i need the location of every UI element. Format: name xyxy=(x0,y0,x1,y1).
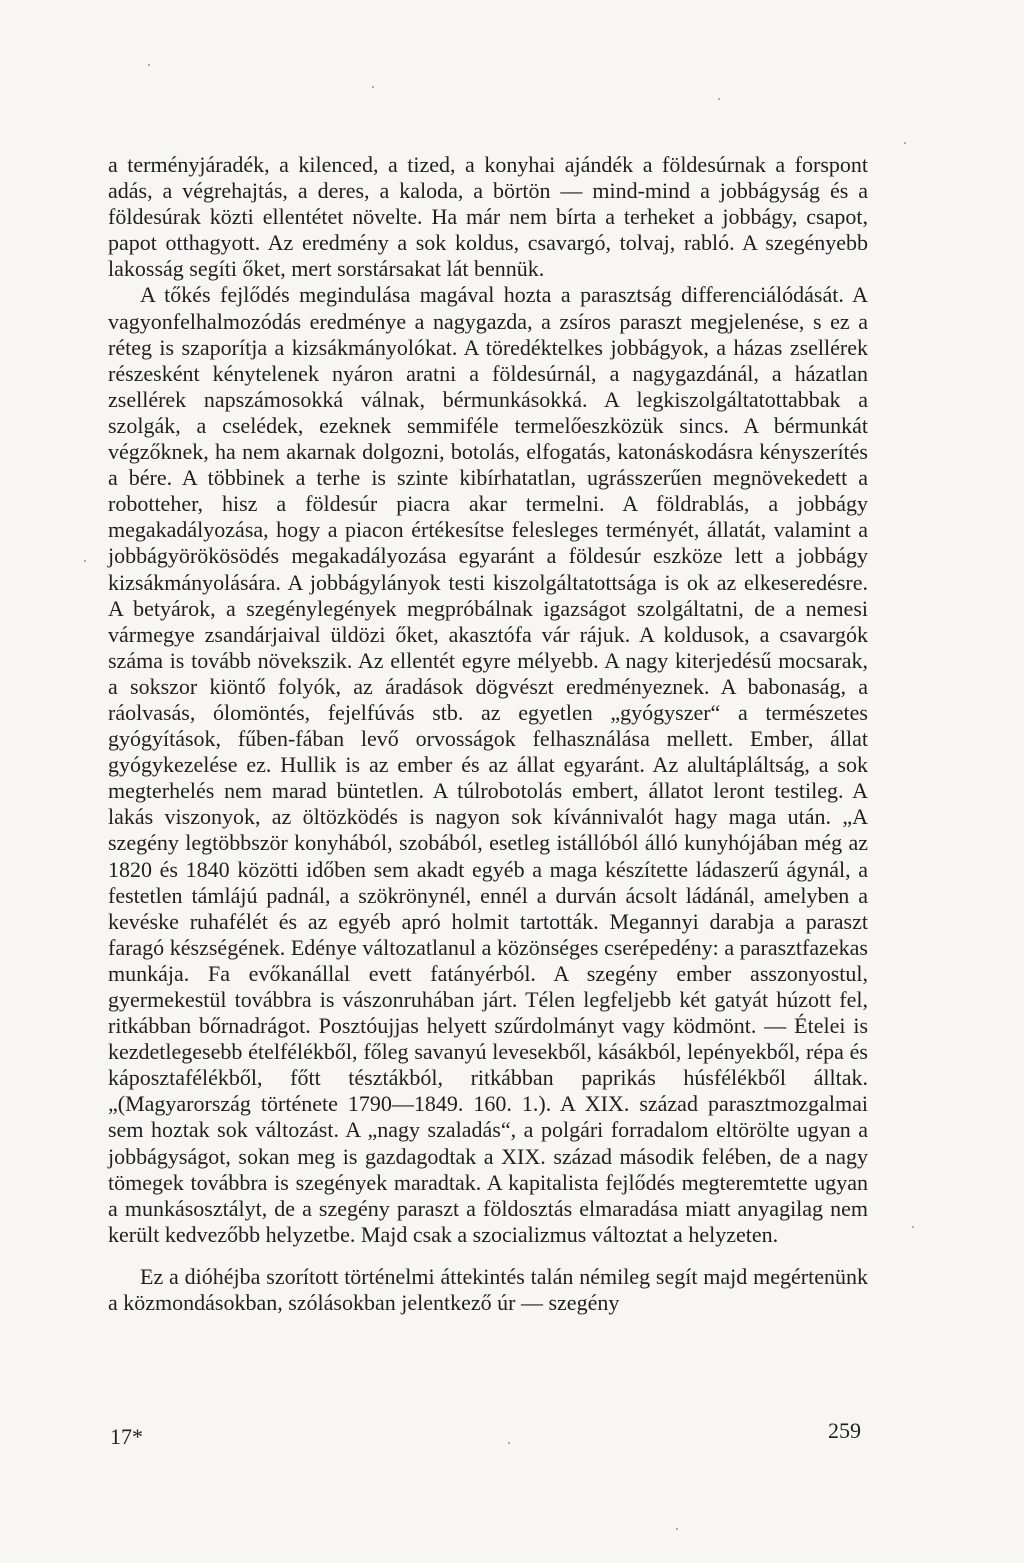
scan-speck xyxy=(372,86,374,88)
scan-speck xyxy=(84,560,86,562)
scan-speck xyxy=(148,64,150,66)
body-text xyxy=(108,152,868,1316)
scan-speck xyxy=(508,1442,510,1444)
scan-speck xyxy=(912,1226,914,1228)
paragraph-2: A tőkés fejlődés megindulása magával hozta a parasztság differenciálódását. A vagyonfelhalmozódás eredménye a nagygazda, a zsíros paraszt megjelenése, s ez a réteg is szaporítja a kizsákmányolókat. A töredéktelkes jobbágyok, a házas zsellérek részesként kénytelenek nyáron aratni a földesúrnál, a nagygazdánál, a házatlan zsellérek napszámosokká válnak, bérmunkásokká. A legkiszolgáltatottabbak a szolgák, a cselédek, ezeknek semmiféle termelőeszközük sincs. A bérmunkát végzőknek, ha nem akarnak dolgozni, botolás, elfogatás, katonáskodásra kényszerítés a bére. A többinek a terhe is szinte kibírhatatlan, ugrásszerűen megnövekedett a robotteher, hisz a földesúr piacra akar termelni. A földrablás, a jobbágy megakadályozása, hogy a piacon értékesítse felesleges terményét, állatát, valamint a jobbágyörökösödés megakadályozása egyaránt a földesúr eszköze lett a jobbágy kizsákmányolására. A jobbágylányok testi kiszolgáltatottsága is ok az elkeseredésre. A betyárok, a szegénylegények megpróbálnak igazságot szolgáltatni, de a nemesi vármegye zsandárjaival üldözi őket, akasztófa vár rájuk. A koldusok, a csavargók száma is tovább növekszik. Az ellentét egyre mélyebb. A nagy kiterjedésű mocsarak, a sokszor kiöntő folyók, az áradások dögvészt eredményeznek. A babonaság, a ráolvasás, ólomöntés, fejelfúvás stb. az egyetlen „gyógyszer“ a természetes gyógyítások, fűben-fában levő orvosságok felhasználása mellett. Ember, állat gyógykezelése ez. Hullik is az ember és az állat egyaránt. Az alultápláltság, a sok megterhelés nem marad büntetlen. A túlrobotolás embert, állatot leront testileg. A lakás viszonyok, az öltözködés is nagyon sok kívánnivalót hagy maga után. „A szegény legtöbbször konyhából, szobából, esetleg istállóból álló kunyhójában még az 1820 és 1840 közötti időben sem akadt egyéb a maga készítette ládaszerű ágynál, a festetlen támlájú padnál, a szökrönynél, ennél a durván ácsolt ládánál, amelyben a kevéske ruhafélét és az egyéb apró holmit tartották. Megannyi darabja a paraszt faragó készségének. Edénye változatlanul a közönséges cserépedény: a parasztfazekas munkája. Fa evőkanállal evett fatányérból. A szegény ember asszonyostul, gyermekestül továbbra is vászonruhában járt. Télen legfeljebb két gatyát húzott fel, ritkábban bőrnadrágot. Posztóujjas helyett szűrdolmányt vagy ködmönt. — Ételei is kezdetlegesebb ételfélékből, főleg savanyú levesekből, kásákból, lepényekből, répa és káposztafélékből, főtt tésztákból, ritkábban paprikás húsfélékből álltak. „(Magyarország története 1790—1849. 160. 1.). A XIX. század parasztmozgalmai sem hoztak sok változást. A „nagy szaladás“, a polgári forradalom eltörölte ugyan a jobbágyságot, sokan meg is gazdagodtak a XIX. század második felében, de a nagy tömegek továbbra is szegények maradtak. A kapitalista fejlődés megteremtette ugyan a munkásosztályt, de a szegény paraszt a földosztás elmaradása miatt anyagilag nem került kedvezőbb helyzetbe. Majd csak a szocializmus változtat a helyzeten. xyxy=(108,282,868,1247)
printer-signature: 17* xyxy=(110,1424,143,1449)
scan-speck xyxy=(676,1528,678,1530)
scan-speck xyxy=(718,98,720,100)
page-number: 259 xyxy=(828,1418,861,1443)
scan-speck xyxy=(904,142,906,144)
paragraph-3: Ez a dióhéjba szorított történelmi áttekintés talán némileg segít majd megértenünk a közmondásokban, szólásokban jelentkező úr — szegény xyxy=(108,1263,868,1316)
paragraph-1: a terményjáradék, a kilenced, a tized, a konyhai ajándék a földesúrnak a forspont adás, a végrehajtás, a deres, a kaloda, a börtön — mind-mind a jobbágyság és a földesúrak közti ellentétet növelte. Ha már nem bírta a terheket a jobbágy, csapot, papot otthagyott. Az eredmény a sok koldus, csavargó, tolvaj, rabló. A szegényebb lakosság segíti őket, mert sorstársakat lát bennük. xyxy=(108,152,868,282)
